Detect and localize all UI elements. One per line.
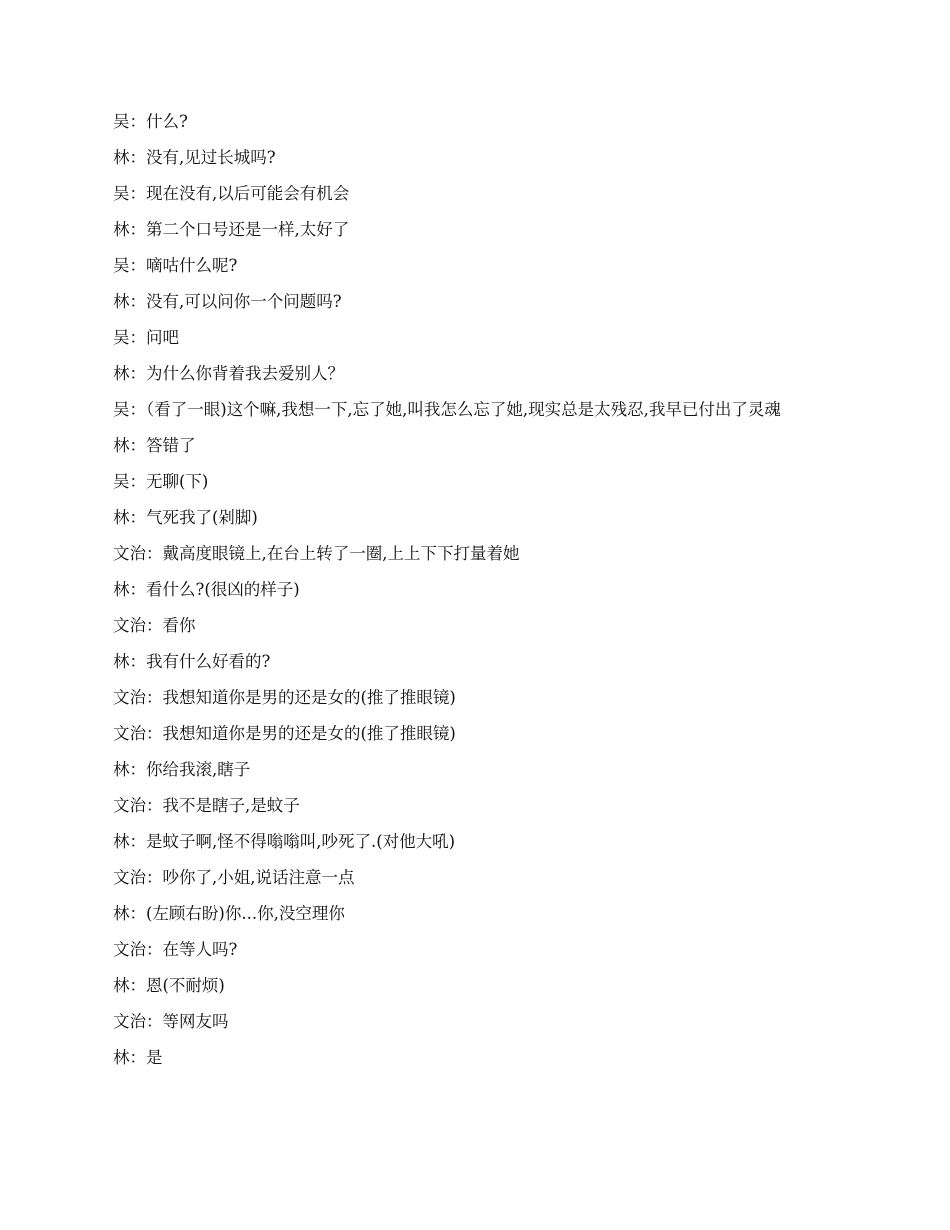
dialogue-line: 吴：无聊(下) — [113, 472, 209, 491]
dialogue-line: 林：为什么你背着我去爱别人？ — [113, 364, 344, 383]
dialogue-line: 吴：（看了一眼)这个嘛,我想一下,忘了她,叫我怎么忘了她,现实总是太残忍,我早已付出了灵魂 — [113, 400, 781, 419]
dialogue-line: 林：是 — [113, 1048, 163, 1067]
dialogue-line: 文治：我不是瞎子,是蚊子 — [113, 796, 300, 815]
dialogue-line: 林：没有,可以问你一个问题吗? — [113, 292, 342, 311]
dialogue-line: 林：你给我滚,瞎子 — [113, 760, 251, 779]
dialogue-line: 林：看什么?(很凶的样子) — [113, 580, 300, 599]
dialogue-line: 吴：嘀咕什么呢? — [113, 256, 238, 275]
dialogue-line: 林：气死我了(剁脚) — [113, 508, 258, 527]
dialogue-line: 文治：看你 — [113, 616, 196, 635]
dialogue-line: 林：第二个口号还是一样,太好了 — [113, 220, 350, 239]
dialogue-line: 文治：等网友吗 — [113, 1012, 229, 1031]
dialogue-line: 林：恩(不耐烦) — [113, 976, 225, 995]
dialogue-line: 林：是蚊子啊,怪不得嗡嗡叫,吵死了.(对他大吼) — [113, 832, 456, 851]
dialogue-line: 文治：吵你了,小姐,说话注意一点 — [113, 868, 355, 887]
dialogue-line: 文治：我想知道你是男的还是女的(推了推眼镜) — [113, 688, 456, 707]
dialogue-line: 文治：我想知道你是男的还是女的(推了推眼镜) — [113, 724, 456, 743]
dialogue-line: 文治：戴高度眼镜上,在台上转了一圈,上上下下打量着她 — [113, 544, 520, 563]
dialogue-line: 吴：什么? — [113, 112, 188, 131]
dialogue-line: 林：没有,见过长城吗? — [113, 148, 276, 167]
dialogue-line: 林：(左顾右盼)你...你,没空理你 — [113, 904, 345, 923]
dialogue-line: 吴：问吧 — [113, 328, 179, 347]
dialogue-line: 林：我有什么好看的? — [113, 652, 271, 671]
script-body — [113, 112, 835, 1084]
dialogue-line: 文治：在等人吗? — [113, 940, 238, 959]
dialogue-line: 吴：现在没有,以后可能会有机会 — [113, 184, 350, 203]
dialogue-line: 林：答错了 — [113, 436, 196, 455]
